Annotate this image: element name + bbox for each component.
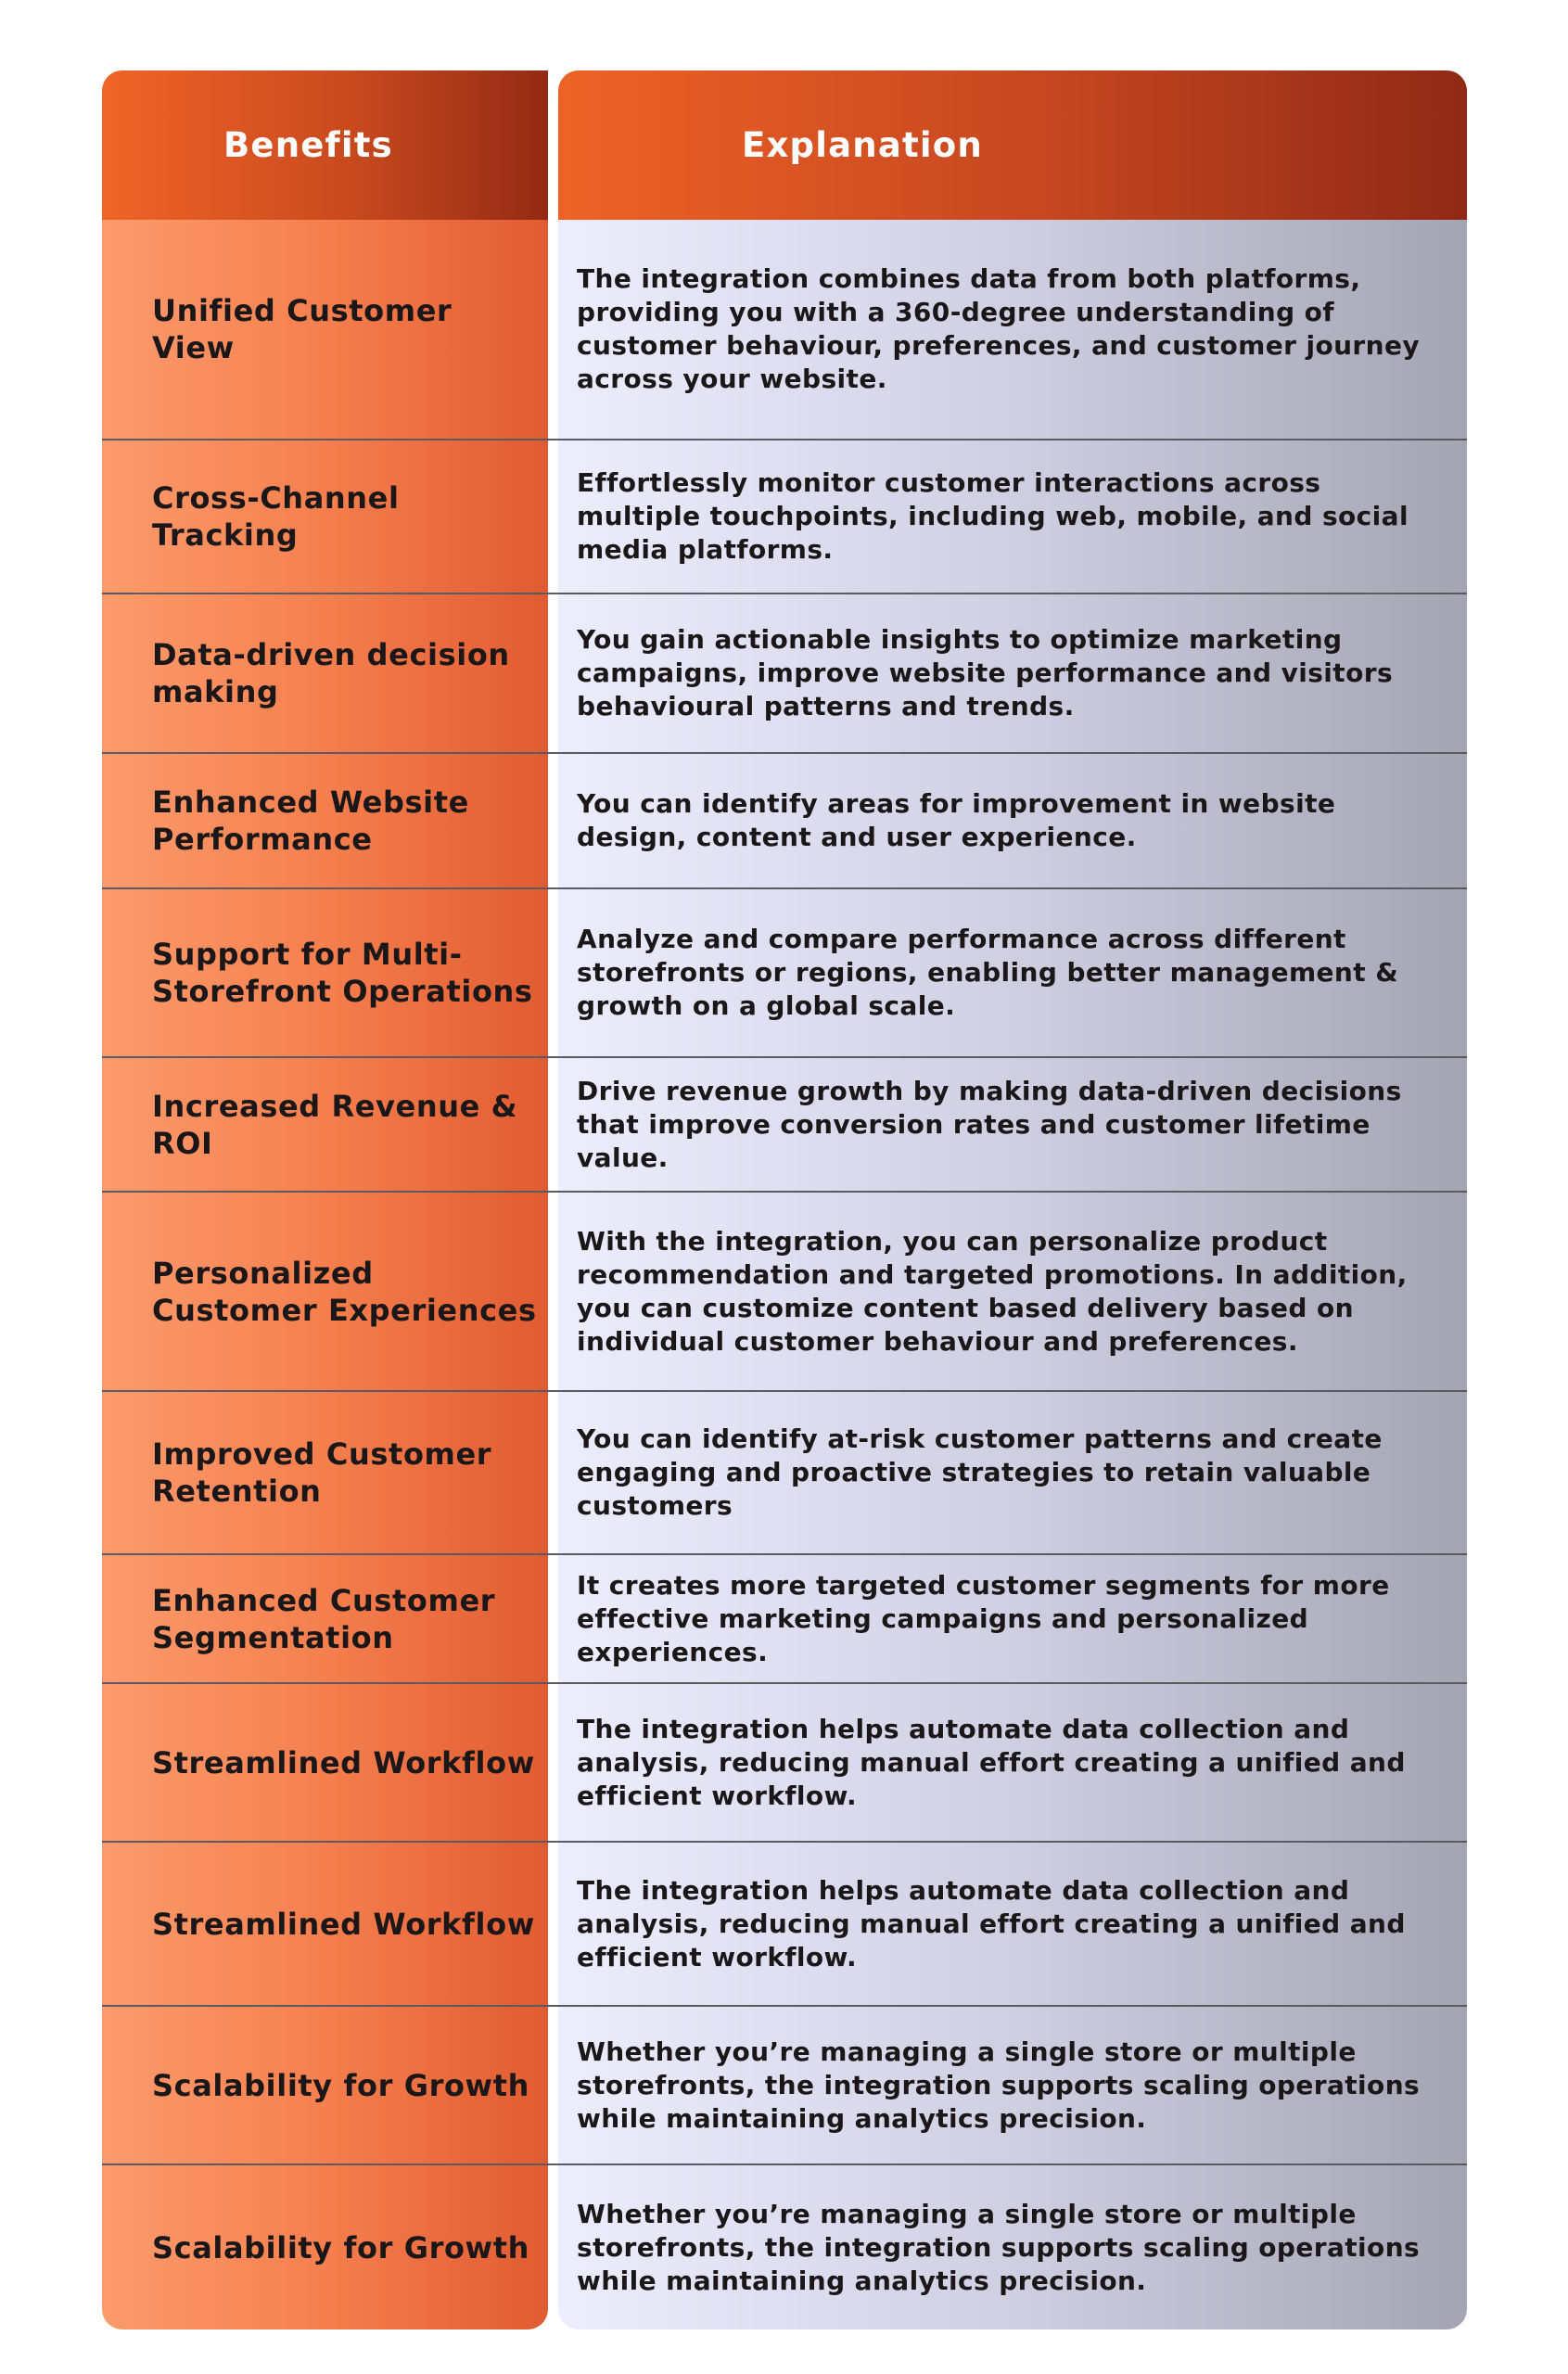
benefit-cell: Streamlined Workflow: [102, 1684, 548, 1841]
column-gap: [548, 754, 558, 887]
explanation-cell: You can identify at-risk customer patterns and create engaging and proactive strategies to retain valuable customers: [558, 1392, 1467, 1553]
table-row: [102, 1682, 1467, 1841]
explanation-cell: Drive revenue growth by making data-driven decisions that improve conversion rates and customer lifetime value.: [558, 1058, 1467, 1191]
benefits-table: [102, 70, 1467, 2329]
table-row: [102, 220, 1467, 439]
benefit-cell: Data-driven decision making: [102, 594, 548, 752]
header-explanation: Explanation: [558, 70, 1467, 220]
table-row: [102, 887, 1467, 1056]
column-gap: [548, 889, 558, 1056]
column-gap: [548, 1555, 558, 1682]
column-gap: [548, 1684, 558, 1841]
benefit-cell: Increased Revenue & ROI: [102, 1058, 548, 1191]
header-benefits: Benefits: [102, 70, 548, 220]
benefit-cell: Unified Customer View: [102, 220, 548, 439]
column-gap: [548, 594, 558, 752]
table-body: [102, 220, 1467, 2329]
table-row: [102, 752, 1467, 887]
explanation-cell: Whether you’re managing a single store or multiple storefronts, the integration supports scaling operations while maintaining analytics precision.: [558, 2165, 1467, 2329]
table-row: [102, 1841, 1467, 2005]
table-row: [102, 2005, 1467, 2163]
table-row: [102, 439, 1467, 593]
column-gap: [548, 1843, 558, 2005]
table-row: [102, 1191, 1467, 1390]
column-gap: [548, 70, 558, 220]
explanation-cell: It creates more targeted customer segments for more effective marketing campaigns and personalized experiences.: [558, 1555, 1467, 1682]
explanation-cell: Effortlessly monitor customer interactions across multiple touchpoints, including web, mobile, and social media platforms.: [558, 440, 1467, 593]
column-gap: [548, 2007, 558, 2163]
benefit-cell: Enhanced Website Performance: [102, 754, 548, 887]
column-gap: [548, 1193, 558, 1390]
explanation-cell: The integration helps automate data collection and analysis, reducing manual effort creating a unified and efficient workflow.: [558, 1843, 1467, 2005]
explanation-cell: The integration combines data from both platforms, providing you with a 360-degree understanding of customer behaviour, preferences, and customer journey across your website.: [558, 220, 1467, 439]
table-row: [102, 1390, 1467, 1553]
table-row: [102, 1553, 1467, 1682]
table-row: [102, 1056, 1467, 1191]
benefit-cell: Scalability for Growth: [102, 2165, 548, 2329]
benefit-cell: Cross-Channel Tracking: [102, 440, 548, 593]
column-gap: [548, 220, 558, 439]
benefit-cell: Support for Multi-Storefront Operations: [102, 889, 548, 1056]
column-gap: [548, 440, 558, 593]
explanation-cell: You gain actionable insights to optimize marketing campaigns, improve website performance and visitors behavioural patterns and trends.: [558, 594, 1467, 752]
column-gap: [548, 1058, 558, 1191]
benefit-cell: Improved Customer Retention: [102, 1392, 548, 1553]
explanation-cell: Whether you’re managing a single store or multiple storefronts, the integration supports scaling operations while maintaining analytics precision.: [558, 2007, 1467, 2163]
benefit-cell: Personalized Customer Experiences: [102, 1193, 548, 1390]
column-gap: [548, 1392, 558, 1553]
explanation-cell: You can identify areas for improvement in website design, content and user experience.: [558, 754, 1467, 887]
column-gap: [548, 2165, 558, 2329]
explanation-cell: Analyze and compare performance across different storefronts or regions, enabling better management & growth on a global scale.: [558, 889, 1467, 1056]
table-row: [102, 593, 1467, 752]
explanation-cell: The integration helps automate data collection and analysis, reducing manual effort creating a unified and efficient workflow.: [558, 1684, 1467, 1841]
table-row: [102, 2163, 1467, 2329]
benefit-cell: Enhanced Customer Segmentation: [102, 1555, 548, 1682]
benefit-cell: Streamlined Workflow: [102, 1843, 548, 2005]
explanation-cell: With the integration, you can personalize product recommendation and targeted promotions. In addition, you can customize content based delivery based on individual customer behaviour and preferences.: [558, 1193, 1467, 1390]
table-header: [102, 70, 1467, 220]
benefit-cell: Scalability for Growth: [102, 2007, 548, 2163]
